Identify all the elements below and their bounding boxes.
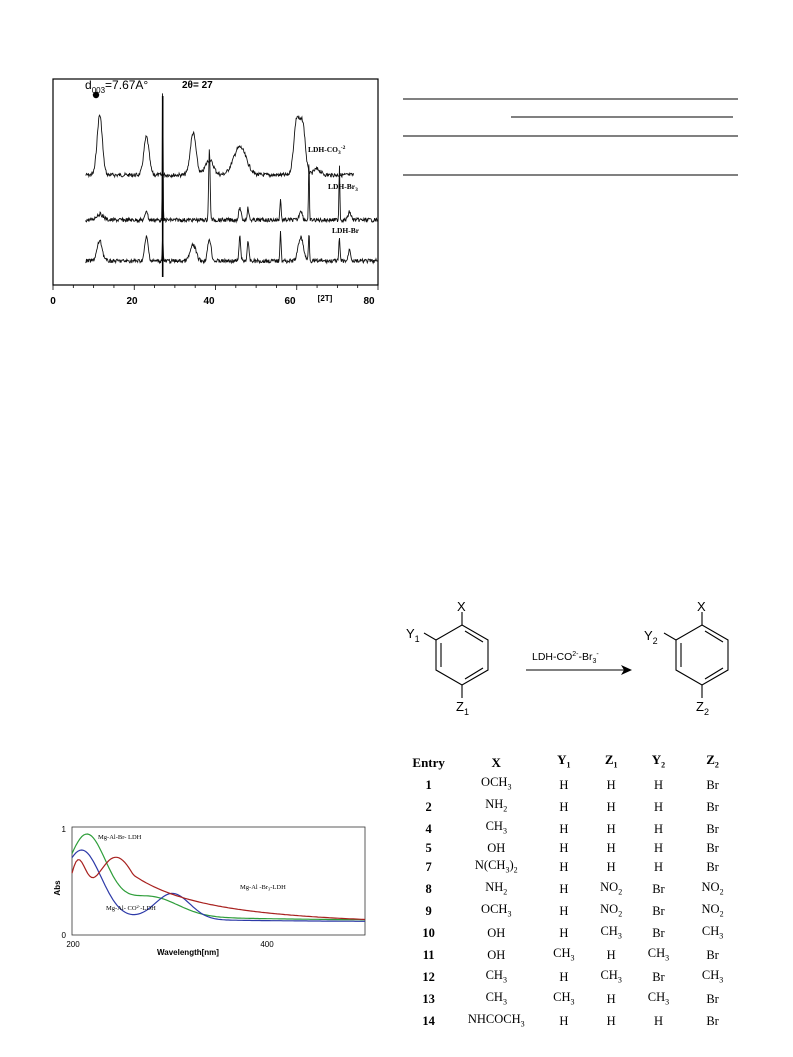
uv-y-label: Abs: [53, 880, 62, 896]
uv-x-tick-200: 200: [66, 940, 80, 949]
xrd-2theta-label: 2θ= 27: [182, 80, 213, 91]
xrd-label-co3: LDH-$CO_3^{-2}$: [308, 145, 346, 156]
uv-y-tick-0: 0: [61, 931, 66, 940]
table-cell: H: [606, 841, 616, 856]
table-cell: $OCH_3$: [481, 775, 512, 792]
table-cell: H: [653, 860, 663, 875]
entry-cell: 13: [422, 992, 435, 1007]
reactant-y1: $Y_1$: [406, 626, 420, 644]
table-cell: Br: [706, 777, 719, 792]
entry-cell: 11: [422, 948, 435, 963]
xrd-d003-label: $d_{003}=7.67A^\circ$: [85, 78, 149, 95]
header-cell: $Y_2$: [651, 752, 666, 770]
table-cell: Br: [706, 1014, 719, 1029]
table-row: [405, 879, 743, 901]
table-cell: Br: [706, 860, 719, 875]
table-cell: $CH_3$: [553, 989, 575, 1007]
table-row: [405, 923, 743, 945]
table-cell: $NO_2$: [701, 879, 724, 897]
table-cell: H: [559, 926, 569, 941]
table-row: [405, 901, 743, 923]
reaction-scheme: [400, 598, 740, 748]
table-cell: $OCH_3$: [481, 901, 512, 919]
uv-y-tick-1: 1: [61, 825, 66, 834]
table-cell: H: [653, 1014, 663, 1029]
table-cell: $CH_3$: [600, 923, 622, 941]
table-cell: $CH_3$: [600, 967, 622, 985]
table-cell: H: [559, 821, 569, 836]
table-row: [405, 967, 743, 989]
table-cell: $NH_2$: [485, 797, 508, 814]
reagent-label: LDH-$CO^{2-}-Br_3^-$: [532, 651, 599, 665]
xrd-label-br: LDH-Br: [332, 226, 360, 235]
table-header: [405, 752, 743, 774]
uv-x-label: Wavelength[nm]: [157, 948, 219, 957]
table-cell: H: [606, 777, 616, 792]
xrd-figure: [40, 72, 380, 312]
xrd-x-tick-40: 40: [203, 296, 215, 307]
reactant-ring: [424, 612, 488, 698]
table-cell: H: [653, 799, 663, 814]
header-cell: Entry: [412, 754, 445, 770]
table-cell: $NHCOCH_3$: [467, 1011, 525, 1029]
xrd-trace-br: [86, 231, 379, 263]
table-rules: [403, 96, 743, 180]
table-row: [405, 774, 743, 796]
entry-cell: 10: [422, 926, 435, 941]
reactant-x: X: [457, 599, 466, 614]
product-ring: [664, 612, 728, 698]
table-cell: Br: [706, 821, 719, 836]
table-cell: H: [606, 992, 616, 1007]
table-cell: Br: [706, 841, 719, 856]
entry-cell: 14: [422, 1014, 435, 1029]
table-cell: $CH_3$: [485, 967, 507, 985]
table-cell: Br: [652, 904, 665, 919]
table-row: [405, 840, 743, 857]
entry-cell: 7: [425, 860, 432, 875]
xrd-x-tick-20: 20: [126, 296, 138, 307]
table-cell: H: [606, 948, 616, 963]
uv-label-blue: Mg-Al- $CO^{2-}$-LDH: [106, 904, 156, 912]
table-cell: OH: [487, 948, 506, 963]
uv-label-red: Mg-Al $-Br_3$-LDH: [240, 884, 286, 892]
table-cell: $NO_2$: [701, 901, 724, 919]
table-row: [405, 945, 743, 967]
table-row: [405, 857, 743, 879]
table-row: [405, 989, 743, 1011]
table-cell: Br: [652, 970, 665, 985]
table-row: [405, 818, 743, 840]
table-cell: H: [606, 860, 616, 875]
table-cell: $CH_3$: [485, 819, 507, 836]
xrd-label-br3: LDH-$Br_3$: [328, 182, 358, 193]
header-cell: X: [491, 754, 501, 770]
entry-cell: 12: [422, 970, 435, 985]
product-y2: $Y_2$: [644, 628, 658, 646]
table-cell: H: [606, 799, 616, 814]
table-cell: $CH_3$: [701, 967, 724, 985]
table-cell: H: [653, 821, 663, 836]
table-cell: H: [559, 970, 569, 985]
entry-cell: 9: [425, 904, 432, 919]
table-cell: $CH_3$: [553, 945, 575, 963]
table-cell: Br: [652, 926, 665, 941]
table-cell: $CH_3$: [701, 923, 724, 941]
table-body: [405, 774, 743, 1033]
xrd-x-tick-60: 60: [284, 296, 296, 307]
entry-cell: 2: [425, 799, 432, 814]
table-cell: OH: [487, 926, 506, 941]
xrd-x-tick-0: 0: [50, 296, 56, 307]
entry-cell: 1: [425, 777, 432, 792]
table-cell: $NH_2$: [485, 879, 508, 897]
table-cell: H: [559, 777, 569, 792]
entry-cell: 8: [425, 882, 432, 897]
xrd-x-unit: [2T]: [317, 294, 333, 303]
xrd-trace-br3: [86, 93, 379, 222]
table-cell: Br: [652, 882, 665, 897]
table-cell: $CH_3$: [485, 989, 507, 1007]
product-x: X: [697, 599, 706, 614]
reactant-z1: $Z_1$: [456, 699, 469, 717]
table-cell: Br: [706, 992, 719, 1007]
table-cell: H: [559, 904, 569, 919]
table-cell: H: [559, 860, 569, 875]
uv-label-green: Mg-Al-Br- LDH: [98, 834, 142, 841]
header-cell: $Z_2$: [706, 752, 719, 770]
table-cell: OH: [487, 841, 506, 856]
bromination-table: [405, 752, 743, 1033]
table-cell: $N(CH_3)_2$: [474, 857, 518, 875]
header-cell: $Y_1$: [557, 752, 571, 770]
table-cell: H: [653, 841, 663, 856]
uv-x-tick-400: 400: [260, 940, 274, 949]
table-row: [405, 796, 743, 818]
table-cell: H: [559, 882, 569, 897]
table-row: [405, 1011, 743, 1033]
table-cell: $CH_3$: [647, 945, 670, 963]
table-cell: Br: [706, 799, 719, 814]
uv-figure: [48, 820, 373, 965]
table-cell: H: [559, 799, 569, 814]
header-cell: $Z_1$: [604, 752, 618, 770]
table-cell: H: [606, 821, 616, 836]
entry-cell: 5: [425, 841, 432, 856]
table-cell: $NO_2$: [600, 879, 623, 897]
table-cell: H: [606, 1014, 616, 1029]
table-cell: Br: [706, 948, 719, 963]
xrd-x-tick-80: 80: [363, 296, 375, 307]
table-cell: $CH_3$: [647, 989, 670, 1007]
table-cell: H: [653, 777, 663, 792]
table-cell: $NO_2$: [600, 901, 623, 919]
table-cell: H: [559, 841, 569, 856]
table-cell: H: [559, 1014, 569, 1029]
product-z2: $Z_2$: [696, 699, 709, 717]
entry-cell: 4: [425, 821, 432, 836]
